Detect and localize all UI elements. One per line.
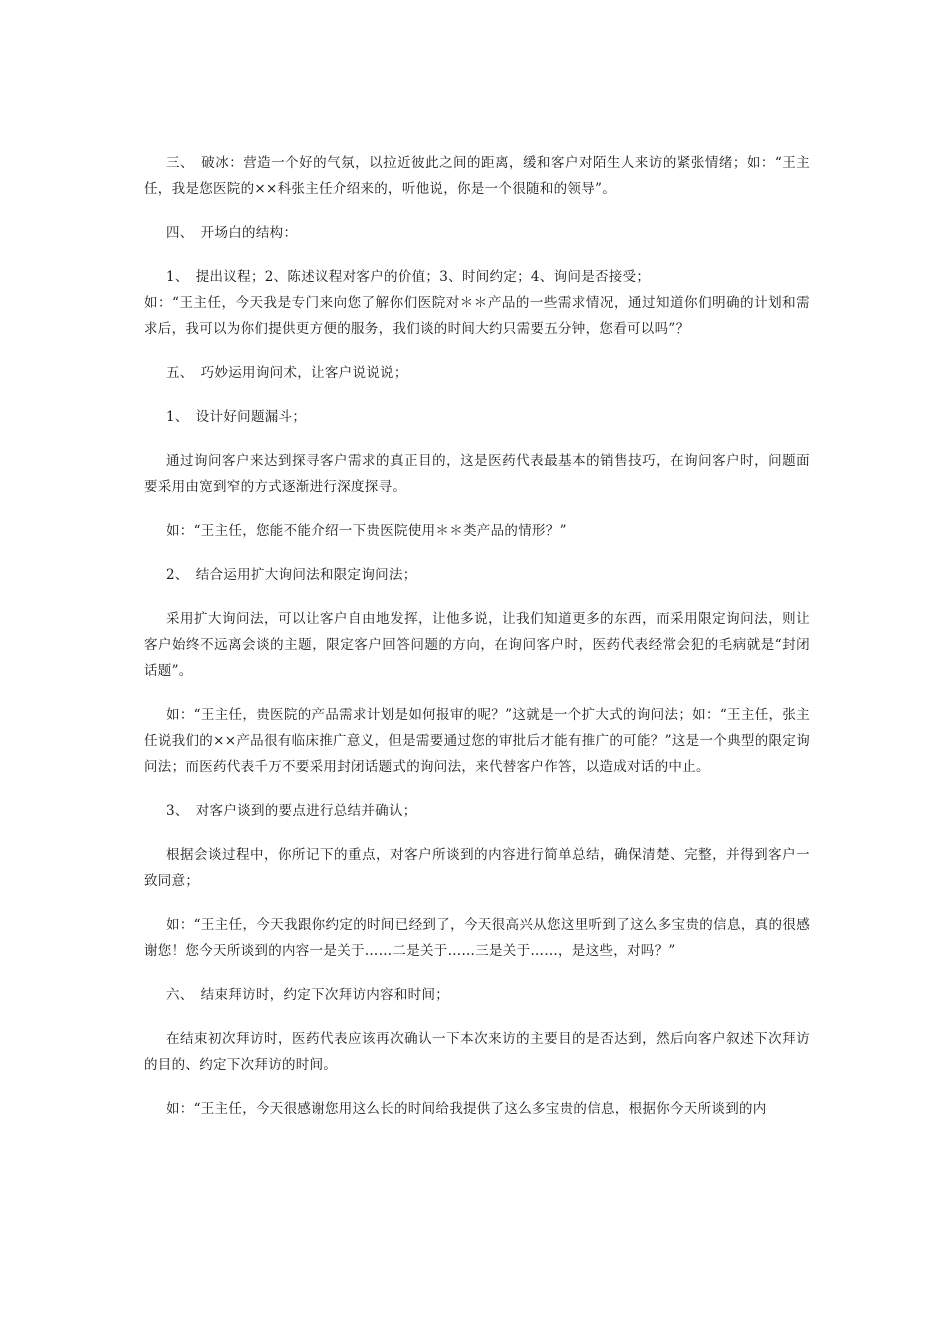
paragraph-funnel-explanation: 通过询问客户来达到探寻客户需求的真正目的，这是医药代表最基本的销售技巧，在询问客户时，问题面要采用由宽到窄的方式逐渐进行深度探寻。	[144, 453, 810, 495]
paragraph-summarize-example: 如：“王主任，今天我跟你约定的时间已经到了，今天很高兴从您这里听到了这么多宝贵的信息，真的很感谢您！您今天所谈到的内容一是关于……二是关于……三是关于……，是这些，对吗？”	[144, 917, 810, 959]
paragraph-closing-example: 如：“王主任，今天很感谢您用这么长的时间给我提供了这么多宝贵的信息，根据你今天所谈到的内	[166, 1101, 767, 1117]
heading-opening-structure: 四、 开场白的结构：	[166, 225, 298, 241]
heading-closing-visit: 六、 结束拜访时，约定下次拜访内容和时间；	[166, 987, 450, 1003]
paragraph-opening-example: 如：“王主任，今天我是专门来向您了解你们医院对＊＊产品的一些需求情况，通过知道你们明确的计划和需求后，我可以为你们提供更方便的服务，我们谈的时间大约只需要五分钟，您看可以吗”？	[144, 295, 810, 337]
subheading-open-closed-questions: 2、 结合运用扩大询问法和限定询问法；	[166, 567, 417, 583]
subheading-question-funnel: 1、 设计好问题漏斗；	[166, 409, 307, 425]
subheading-summarize-confirm: 3、 对客户谈到的要点进行总结并确认；	[166, 803, 417, 819]
paragraph-open-closed-explanation: 采用扩大询问法，可以让客户自由地发挥，让他多说，让我们知道更多的东西，而采用限定询问法，则让客户始终不远离会谈的主题，限定客户回答问题的方向，在询问客户时，医药代表经常会犯的毛病就是“封闭话题”。	[144, 611, 810, 679]
paragraph-summarize-explanation: 根据会谈过程中，你所记下的重点，对客户所谈到的内容进行简单总结，确保清楚、完整，并得到客户一致同意；	[144, 847, 810, 889]
paragraph-closing-explanation: 在结束初次拜访时，医药代表应该再次确认一下本次来访的主要目的是否达到，然后向客户叙述下次拜访的目的、约定下次拜访的时间。	[144, 1031, 810, 1073]
document-body	[144, 150, 810, 1122]
paragraph-funnel-example: 如：“王主任，您能不能介绍一下贵医院使用＊＊类产品的情形？”	[166, 523, 567, 539]
paragraph-icebreaker: 三、 破冰：营造一个好的气氛，以拉近彼此之间的距离，缓和客户对陌生人来访的紧张情绪；如：“王主任，我是您医院的××科张主任介绍来的，听他说，你是一个很随和的领导”。	[144, 155, 810, 197]
heading-questioning: 五、 巧妙运用询问术，让客户说说说；	[166, 365, 408, 381]
list-item-opening-steps: 1、 提出议程；2、陈述议程对客户的价值；3、时间约定；4、询问是否接受；	[166, 269, 651, 285]
paragraph-open-closed-example: 如：“王主任，贵医院的产品需求计划是如何报审的呢？”这就是一个扩大式的询问法；如：“王主任，张主任说我们的××产品很有临床推广意义，但是需要通过您的审批后才能有推广的可能？”这是一个典型的限定询问法；而医药代表千万不要采用封闭话题式的询问法，来代替客户作答，以造成对话的中止。	[144, 707, 810, 775]
